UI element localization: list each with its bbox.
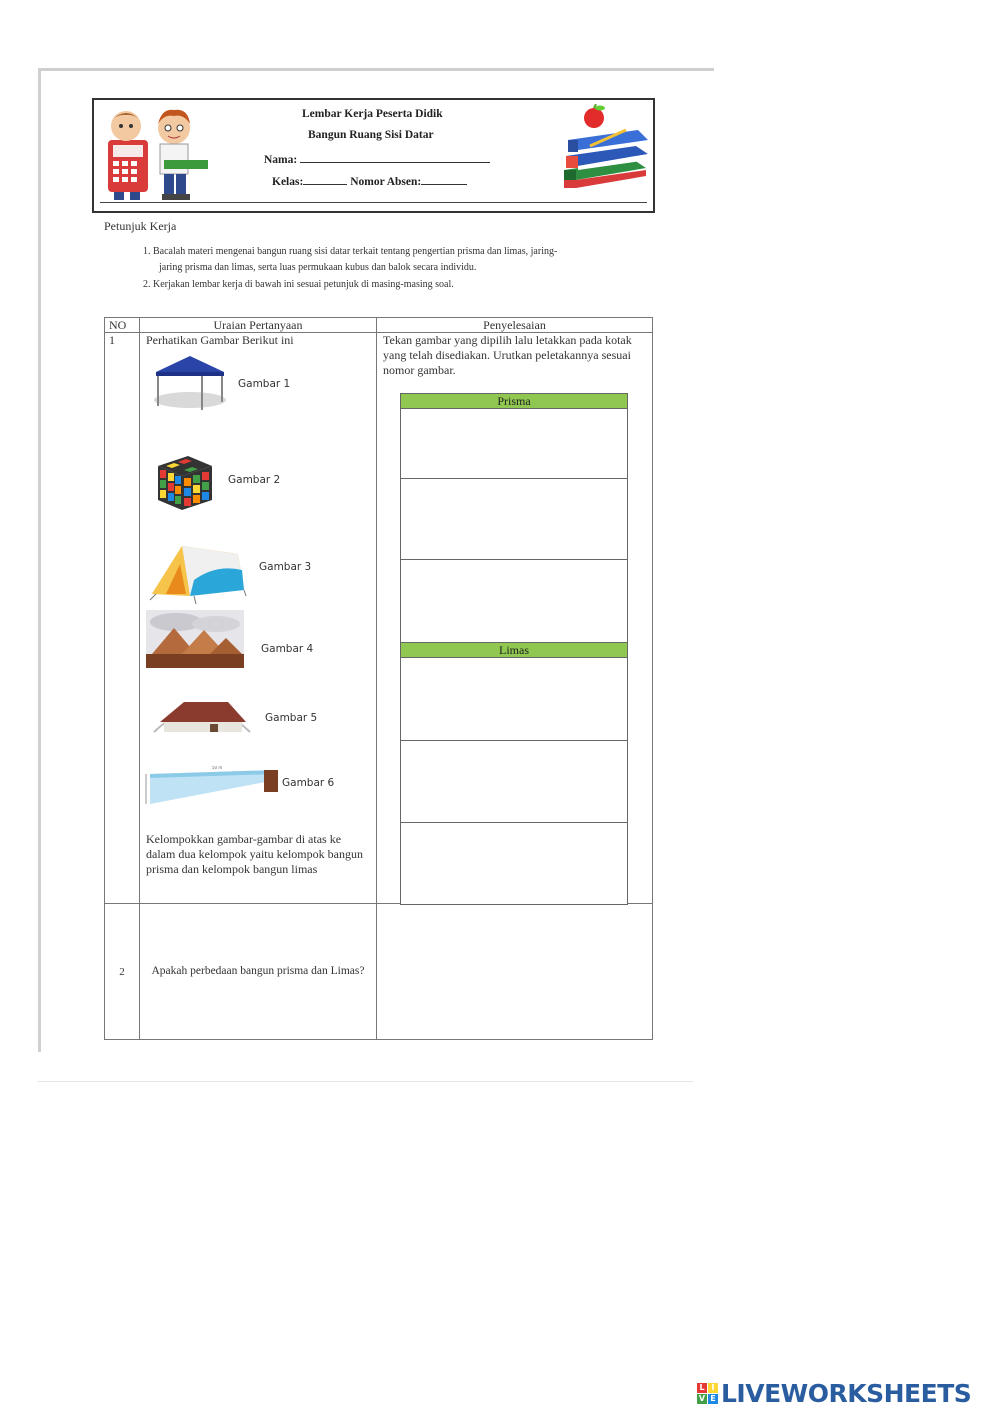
worksheet-header [92,98,655,213]
gambar-4-image[interactable] [146,610,244,668]
nama-label: Nama: [264,154,298,166]
col-question-header: Uraian Pertanyaan [140,318,377,333]
prisma-drop-box-3[interactable] [400,559,628,643]
gambar-3-image[interactable] [146,540,250,608]
gambar-6-label: Gambar 6 [282,777,335,789]
row1-question-title: Perhatikan Gambar Berikut ini [146,333,294,347]
row2-no: 2 [105,904,140,1040]
worksheet-subtitle: Bangun Ruang Sisi Datar [308,129,434,141]
gambar-1-label: Gambar 1 [238,378,291,390]
gambar-2-image[interactable] [154,452,216,514]
logo-text: LIVEWORKSHEETS [721,1378,972,1408]
gambar-3-label: Gambar 3 [259,561,312,573]
gambar-5-image[interactable] [150,692,254,736]
gambar-2-label: Gambar 2 [228,474,281,486]
col-no-header: NO [105,318,140,333]
gambar-4-label: Gambar 4 [261,643,314,655]
limas-drop-box-2[interactable] [400,740,628,823]
nomor-absen-label: Nomor Absen: [350,176,422,188]
limas-header: Limas [400,642,628,658]
row1-instruction: Tekan gambar yang dipilih lalu letakkan pada kotak yang telah disediakan. Urutkan peletakannya sesuai nomor gambar. [383,333,632,377]
gambar-5-label: Gambar 5 [265,712,318,724]
kelas-label: Kelas: [272,176,304,188]
kids-illustration [104,106,214,202]
books-illustration [556,104,652,200]
instructions-heading: Petunjuk Kerja [104,219,177,233]
nama-field [264,152,490,166]
nomor-absen-blank [421,174,467,185]
row2-answer-area[interactable] [377,904,653,1040]
instruction-item-1-cont: jaring prisma dan limas, serta luas permukaan kubus dan balok secara individu. [159,262,477,273]
kelas-field [272,174,467,188]
table-row [105,904,653,1040]
worksheet-title: Lembar Kerja Peserta Didik [302,108,443,120]
table-header-row [105,318,653,333]
prisma-drop-box-1[interactable] [400,408,628,479]
kelas-blank [303,174,347,185]
prisma-header: Prisma [400,393,628,409]
instruction-item-2: 2. Kerjakan lembar kerja di bawah ini sesuai petunjuk di masing-masing soal. [143,279,454,290]
header-rule [100,202,647,203]
limas-drop-box-3[interactable] [400,822,628,905]
limas-drop-box-1[interactable] [400,657,628,741]
logo-mark: L I V E [697,1383,718,1404]
liveworksheets-logo [697,1378,971,1408]
instruction-item-1: 1. Bacalah materi mengenai bangun ruang sisi datar terkait tentang pengertian prisma dan limas, jaring- [143,246,558,257]
gambar-6-image[interactable] [144,766,284,810]
gambar-1-image[interactable] [150,352,230,414]
nama-blank [300,152,490,163]
svg-text:50 m: 50 m [212,766,223,770]
col-solution-header: Penyelesaian [377,318,653,333]
row1-no: 1 [105,333,140,904]
page-separator [38,1081,693,1082]
row1-group-prompt: Kelompokkan gambar-gambar di atas ke dalam dua kelompok yaitu kelompok bangun prisma dan kelompok bangun limas [146,832,363,876]
row2-question: Apakah perbedaan bangun prisma dan Limas? [140,904,377,1040]
prisma-drop-box-2[interactable] [400,478,628,560]
